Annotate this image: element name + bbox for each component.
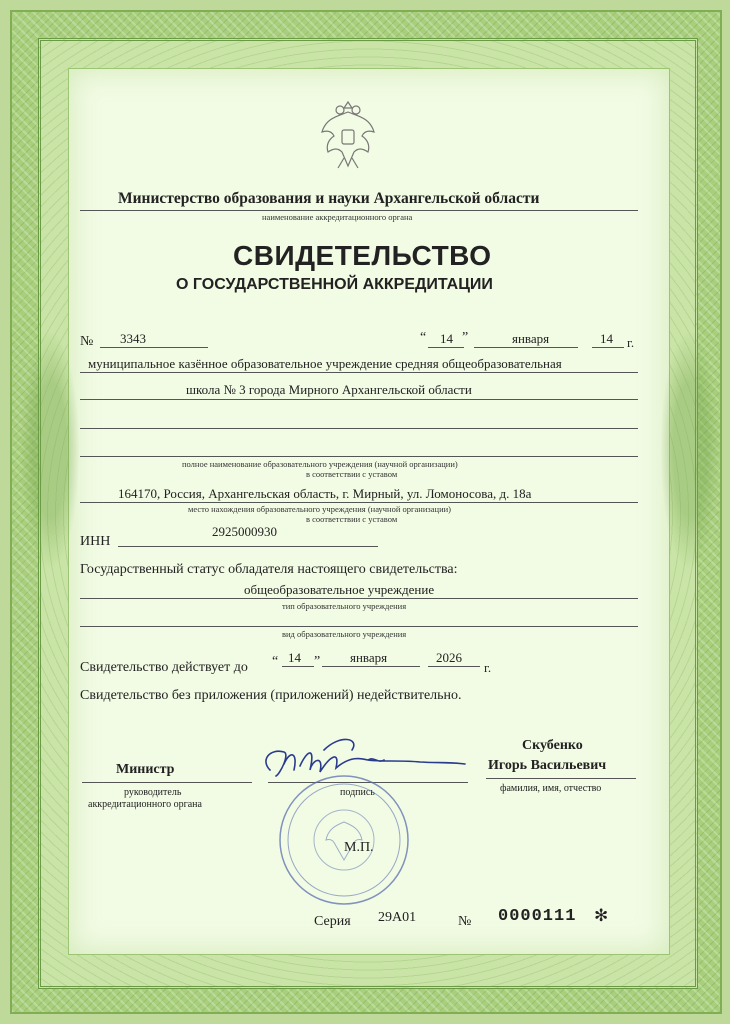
position-caption-2: аккредитационного органа bbox=[88, 799, 202, 810]
org-name-line1: муниципальное казённое образовательное учреждение средняя общеобразовательная bbox=[88, 356, 562, 371]
issue-month: января bbox=[512, 331, 550, 346]
type-underline bbox=[80, 598, 638, 599]
address-caption-2: в соответствии с уставом bbox=[306, 514, 398, 524]
position-underline bbox=[82, 782, 252, 783]
date-open-quote: “ bbox=[420, 330, 427, 345]
date-close-quote: ” bbox=[462, 330, 469, 345]
serial-star-icon: ✻ bbox=[594, 906, 609, 926]
signature-caption: подпись bbox=[340, 787, 375, 798]
ministry-name: Министерство образования и науки Архангельской области bbox=[118, 190, 540, 207]
kind-underline bbox=[80, 626, 638, 627]
issue-year: 14 bbox=[600, 331, 613, 346]
certificate-number: 3343 bbox=[120, 331, 146, 346]
ministry-caption: наименование аккредитационного органа bbox=[262, 212, 413, 222]
org-caption-2: в соответствии с уставом bbox=[306, 469, 398, 479]
address-caption-1: место нахождения образовательного учреждения (научной организации) bbox=[188, 504, 451, 514]
org-caption-1: полное наименование образовательного учреждения (научной организации) bbox=[182, 459, 458, 469]
institution-type: общеобразовательное учреждение bbox=[244, 582, 435, 597]
org-underline-3 bbox=[80, 428, 638, 429]
number-underline bbox=[100, 347, 208, 348]
org-underline-2 bbox=[80, 399, 638, 400]
inn-value: 2925000930 bbox=[212, 524, 277, 539]
valid-year-underline bbox=[428, 666, 480, 667]
valid-g: г. bbox=[484, 660, 492, 675]
kind-caption: вид образовательного учреждения bbox=[282, 629, 407, 639]
left-ornament bbox=[20, 330, 80, 570]
right-ornament bbox=[660, 330, 720, 570]
blank-number-sign: № bbox=[458, 914, 472, 929]
year-underline bbox=[592, 347, 624, 348]
valid-day-underline bbox=[282, 666, 314, 667]
valid-close-quote: ” bbox=[314, 654, 321, 669]
type-caption: тип образовательного учреждения bbox=[282, 601, 407, 611]
blank-number: 0000111 bbox=[498, 907, 577, 926]
coat-of-arms-emblem bbox=[318, 96, 378, 174]
signer-caption: фамилия, имя, отчество bbox=[500, 783, 602, 794]
org-name-line2: школа № 3 города Мирного Архангельской области bbox=[186, 382, 472, 397]
address-underline bbox=[80, 502, 638, 503]
valid-year: 2026 bbox=[436, 650, 462, 665]
number-sign: № bbox=[80, 334, 94, 349]
stamp-place-mp: М.П. bbox=[344, 840, 374, 855]
valid-open-quote: “ bbox=[272, 654, 279, 669]
document-subtitle: О ГОСУДАРСТВЕННОЙ АККРЕДИТАЦИИ bbox=[176, 276, 493, 293]
org-underline-1 bbox=[80, 372, 638, 373]
inn-label: ИНН bbox=[80, 534, 111, 549]
org-address: 164170, Россия, Архангельская область, г. Мирный, ул. Ломоносова, д. 18а bbox=[118, 486, 532, 501]
issue-day: 14 bbox=[440, 331, 453, 346]
month-underline bbox=[474, 347, 578, 348]
day-underline bbox=[428, 347, 464, 348]
inn-underline bbox=[118, 546, 378, 547]
valid-day: 14 bbox=[288, 650, 301, 665]
valid-month-underline bbox=[322, 666, 420, 667]
position-caption-1: руководитель bbox=[124, 787, 182, 798]
ministry-underline bbox=[80, 210, 638, 211]
valid-month: января bbox=[350, 650, 388, 665]
signer-name: Игорь Васильевич bbox=[488, 758, 607, 773]
status-label: Государственный статус обладателя настоящего свидетельства: bbox=[80, 562, 458, 577]
no-annex-notice: Свидетельство без приложения (приложений) недействительно. bbox=[80, 688, 462, 703]
document-title: СВИДЕТЕЛЬСТВО bbox=[233, 240, 492, 271]
series-label: Серия bbox=[314, 914, 351, 929]
valid-label: Свидетельство действует до bbox=[80, 660, 248, 675]
org-underline-4 bbox=[80, 456, 638, 457]
series-value: 29А01 bbox=[378, 910, 417, 925]
year-g: г. bbox=[627, 335, 635, 350]
signer-position: Министр bbox=[116, 762, 175, 777]
signer-underline bbox=[486, 778, 636, 779]
signer-surname: Скубенко bbox=[522, 738, 583, 753]
